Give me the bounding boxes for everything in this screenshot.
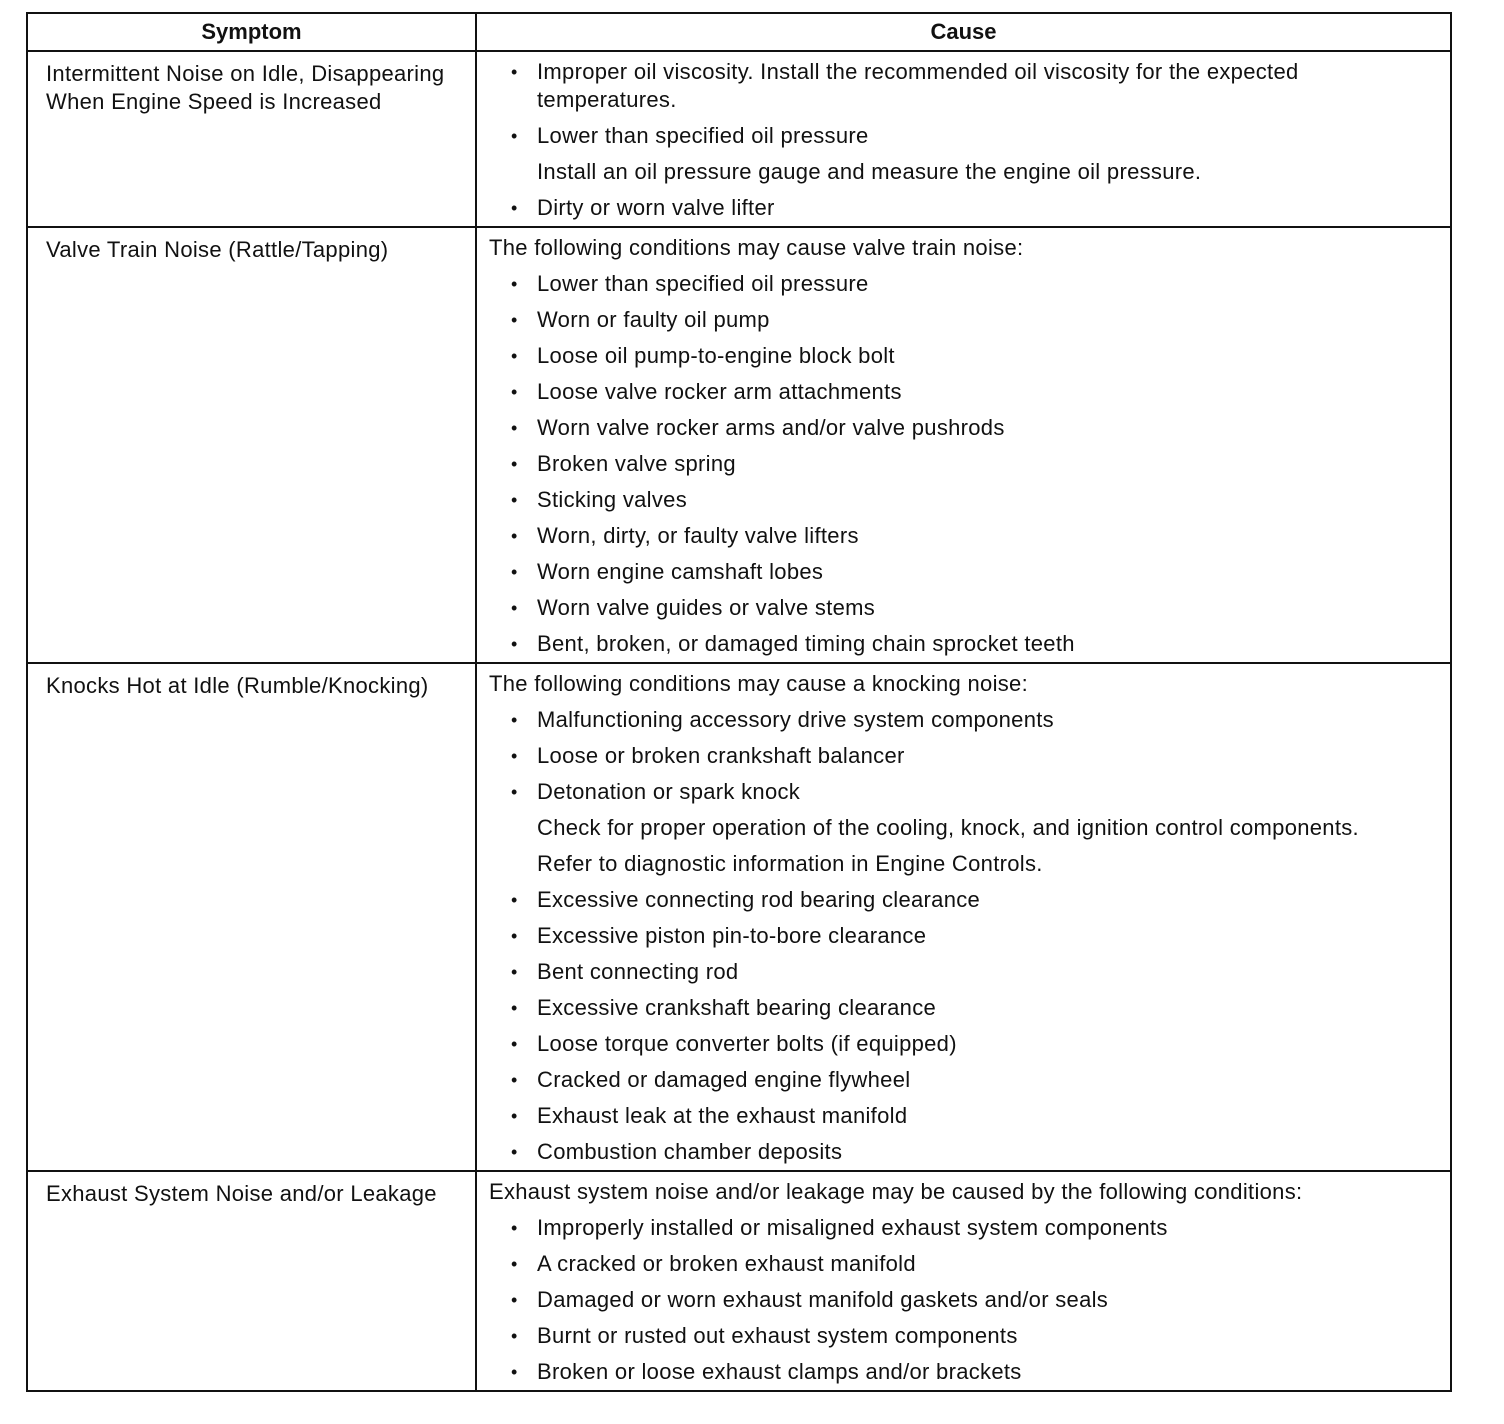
bullet-icon: •	[511, 1362, 518, 1382]
bullet-icon: •	[511, 526, 518, 546]
cause-item	[489, 886, 1440, 914]
symptom-cause-table	[26, 12, 1452, 1392]
bullet-icon: •	[511, 890, 518, 910]
bullet-icon: •	[511, 418, 518, 438]
cause-item-text: Improperly installed or misaligned exhaust system components	[537, 1215, 1168, 1240]
cause-item-text: Excessive crankshaft bearing clearance	[537, 995, 937, 1020]
bullet-icon: •	[511, 454, 518, 474]
cause-item	[489, 58, 1440, 114]
cause-item	[489, 630, 1440, 658]
cause-item-text: Detonation or spark knock	[537, 779, 801, 804]
symptom-cell: Intermittent Noise on Idle, Disappearing When Engine Speed is Increased	[27, 51, 476, 227]
cause-item	[489, 706, 1440, 734]
cause-item-text: Sticking valves	[537, 487, 688, 512]
cause-item	[489, 522, 1440, 550]
table-row	[27, 1171, 1451, 1391]
cause-item	[489, 994, 1440, 1022]
bullet-icon: •	[511, 1034, 518, 1054]
table-body	[27, 51, 1451, 1391]
cause-item	[489, 1322, 1440, 1350]
cause-intro: The following conditions may cause valve train noise:	[489, 235, 1024, 260]
cause-item-text: Loose or broken crankshaft balancer	[537, 743, 905, 768]
cause-item	[489, 922, 1440, 950]
cause-item-text: Bent, broken, or damaged timing chain sprocket teeth	[537, 631, 1075, 656]
cause-item	[489, 1138, 1440, 1166]
cause-item-text: Broken or loose exhaust clamps and/or brackets	[537, 1359, 1022, 1384]
cause-cell	[476, 51, 1451, 227]
cause-item	[489, 1214, 1440, 1242]
symptom-cell: Valve Train Noise (Rattle/Tapping)	[27, 227, 476, 663]
symptom-cell: Knocks Hot at Idle (Rumble/Knocking)	[27, 663, 476, 1171]
bullet-icon: •	[511, 710, 518, 730]
bullet-icon: •	[511, 382, 518, 402]
bullet-icon: •	[511, 1142, 518, 1162]
cause-item-text: Lower than specified oil pressure	[537, 123, 869, 148]
cause-item-text: Worn or faulty oil pump	[537, 307, 770, 332]
bullet-icon: •	[511, 962, 518, 982]
header-row	[27, 13, 1451, 51]
cause-item-text: Exhaust leak at the exhaust manifold	[537, 1103, 908, 1128]
symptom-cell: Exhaust System Noise and/or Leakage	[27, 1171, 476, 1391]
cause-item	[489, 1030, 1440, 1058]
bullet-icon: •	[511, 346, 518, 366]
cause-note: Check for proper operation of the cooling, knock, and ignition control components.	[537, 815, 1359, 840]
cause-header: Cause	[476, 13, 1451, 51]
cause-item	[489, 742, 1440, 770]
cause-cell	[476, 663, 1451, 1171]
cause-item-text: Loose oil pump-to-engine block bolt	[537, 343, 895, 368]
bullet-icon: •	[511, 998, 518, 1018]
cause-item	[489, 1358, 1440, 1386]
cause-item-text: A cracked or broken exhaust manifold	[537, 1251, 916, 1276]
cause-item	[489, 1102, 1440, 1130]
cause-item-text: Loose valve rocker arm attachments	[537, 379, 902, 404]
bullet-icon: •	[511, 598, 518, 618]
cause-item-text: Damaged or worn exhaust manifold gaskets and/or seals	[537, 1287, 1109, 1312]
symptom-header: Symptom	[27, 13, 476, 51]
bullet-icon: •	[511, 746, 518, 766]
cause-item-text: Worn valve guides or valve stems	[537, 595, 876, 620]
cause-item-text: Broken valve spring	[537, 451, 736, 476]
cause-item	[489, 778, 1440, 806]
cause-item	[489, 270, 1440, 298]
cause-item-text: Worn valve rocker arms and/or valve pushrods	[537, 415, 1005, 440]
cause-item	[489, 306, 1440, 334]
cause-intro: The following conditions may cause a knocking noise:	[489, 671, 1029, 696]
cause-intro: Exhaust system noise and/or leakage may be caused by the following conditions:	[489, 1179, 1303, 1204]
cause-item	[489, 342, 1440, 370]
bullet-icon: •	[511, 1070, 518, 1090]
bullet-icon: •	[511, 634, 518, 654]
bullet-icon: •	[511, 1290, 518, 1310]
document-page	[26, 12, 1450, 1392]
cause-item	[489, 486, 1440, 514]
cause-item-text: Combustion chamber deposits	[537, 1139, 843, 1164]
cause-item-text: Worn, dirty, or faulty valve lifters	[537, 523, 859, 548]
cause-item-text: Dirty or worn valve lifter	[537, 195, 775, 220]
cause-item-text: Cracked or damaged engine flywheel	[537, 1067, 911, 1092]
cause-item	[489, 558, 1440, 586]
bullet-icon: •	[511, 1218, 518, 1238]
cause-item-text: Malfunctioning accessory drive system components	[537, 707, 1054, 732]
bullet-icon: •	[511, 62, 518, 82]
cause-note: Install an oil pressure gauge and measure the engine oil pressure.	[537, 159, 1202, 184]
cause-item-text: Worn engine camshaft lobes	[537, 559, 824, 584]
cause-cell	[476, 1171, 1451, 1391]
bullet-icon: •	[511, 198, 518, 218]
bullet-icon: •	[511, 490, 518, 510]
cause-item-text: Loose torque converter bolts (if equipped)	[537, 1031, 957, 1056]
cause-item-text: Excessive piston pin-to-bore clearance	[537, 923, 927, 948]
cause-item-text: Burnt or rusted out exhaust system components	[537, 1323, 1018, 1348]
bullet-icon: •	[511, 310, 518, 330]
bullet-icon: •	[511, 274, 518, 294]
cause-cell	[476, 227, 1451, 663]
bullet-icon: •	[511, 1326, 518, 1346]
bullet-icon: •	[511, 926, 518, 946]
cause-item-text: Lower than specified oil pressure	[537, 271, 869, 296]
cause-item	[489, 450, 1440, 478]
cause-item	[489, 122, 1440, 150]
bullet-icon: •	[511, 1106, 518, 1126]
table-row	[27, 663, 1451, 1171]
cause-item	[489, 1250, 1440, 1278]
cause-item	[489, 1066, 1440, 1094]
cause-item	[489, 958, 1440, 986]
cause-item	[489, 594, 1440, 622]
cause-item	[489, 414, 1440, 442]
cause-item	[489, 378, 1440, 406]
bullet-icon: •	[511, 782, 518, 802]
bullet-icon: •	[511, 562, 518, 582]
bullet-icon: •	[511, 126, 518, 146]
cause-item-text: Improper oil viscosity. Install the recommended oil viscosity for the expected temperatures.	[537, 59, 1299, 112]
bullet-icon: •	[511, 1254, 518, 1274]
table-row	[27, 51, 1451, 227]
cause-item-text: Excessive connecting rod bearing clearance	[537, 887, 981, 912]
cause-item	[489, 194, 1440, 222]
cause-item-text: Bent connecting rod	[537, 959, 739, 984]
table-row	[27, 227, 1451, 663]
cause-note: Refer to diagnostic information in Engine Controls.	[537, 851, 1043, 876]
cause-item	[489, 1286, 1440, 1314]
